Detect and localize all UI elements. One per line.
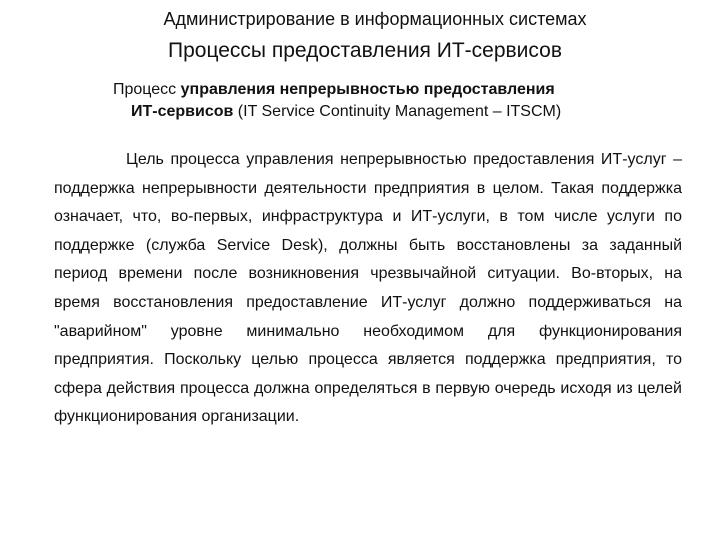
- process-heading-line-1: [113, 80, 555, 100]
- body-paragraph: Цель процесса управления непрерывностью предоставления ИТ-услуг – поддержка непрерывности деятельности предприятия в целом. Такая поддержка означает, что, во-первых, инфраструктура и ИТ-услуги, в том числе услуги по поддержке (служба Service Desk), должны быть восстановлены за заданный период времени после возникновения чрезвычайной ситуации. Во-вторых, на время восстановления предоставление ИТ-услуг должно поддерживаться на "аварийном" уровне минимально необходимом для функционирования предприятия. Поскольку целью процесса является поддержка предприятия, то сфера действия процесса должна определяться в первую очередь исходя из целей функционирования организации.: [54, 151, 682, 426]
- heading-bold-part-2: ИТ-сервисов: [131, 103, 234, 120]
- heading-bold-part-1: управления непрерывностью предоставления: [180, 81, 555, 98]
- heading-suffix: (IT Service Continuity Management – ITSCM): [233, 103, 562, 120]
- heading-prefix: Процесс: [113, 81, 181, 98]
- course-title: Администрирование в информационных системах: [163, 9, 587, 29]
- section-title: Процессы предоставления ИТ-сервисов: [168, 39, 562, 62]
- process-heading-line-2: [131, 102, 561, 122]
